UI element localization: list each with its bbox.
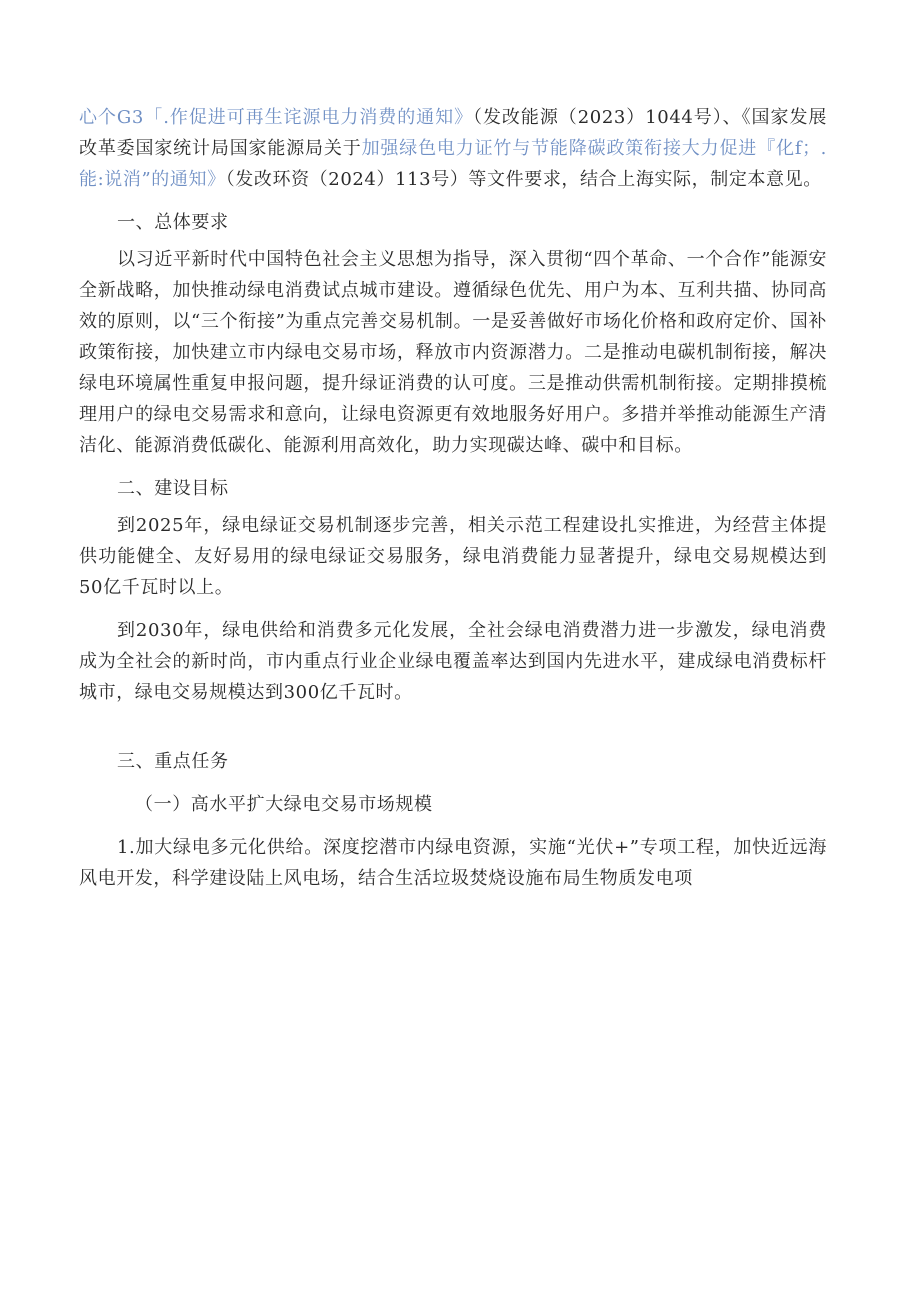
goal-2025-paragraph: 到2025年，绿电绿证交易机制逐步完善，相关示范工程建设扎实推进，为经营主体提供功能健全、友好易用的绿电绿证交易服务，绿电消费能力显著提升，绿电交易规模达到50亿千瓦时以上。 (79, 515, 827, 598)
section-heading-goals: 二、建设目标 (117, 478, 229, 499)
subsection-heading-1: （一）高水平扩大绿电交易市场规模 (135, 794, 433, 815)
notice-link-2[interactable]: 加强绿色电力证竹与节能降碳政策衔接大力促进『化f；.能:说消”的通知》 (79, 138, 828, 190)
general-requirements-paragraph: 以习近平新时代中国特色社会主义思想为指导，深入贯彻“四个革命、一个合作”能源安全新战略，加快推动绿电消费试点城市建设。遵循绿色优先、用户为本、互利共描、协同高效的原则，以“三个衔接”为重点完善交易机制。一是妥善做好市场化价格和政府定价、国补政策衔接，加快建立市内绿电交易市场，释放市内资源潜力。二是推动电碳机制衔接，解决绿电环境属性重复申报问题，提升绿证消费的认可度。三是推动供需机制衔接。定期排摸梳理用户的绿电交易需求和意向，让绿电资源更有效地服务好用户。多措并举推动能源生产清洁化、能源消费低碳化、能源利用高效化，助力实现碳达峰、碳中和目标。 (79, 249, 827, 456)
section-heading-general-requirements: 一、总体要求 (117, 212, 229, 233)
notice-link-1[interactable]: 心个G3「.作促进可再生诧源电力消费的通知》 (79, 107, 474, 128)
intro-text-2: （发改环资（2024）113号）等文件要求，结合上海实际，制定本意见。 (225, 169, 822, 190)
task-item-1: 1.加大绿电多元化供给。深度挖潜市内绿电资源，实施“光伏+”专项工程，加快近远海风电开发，科学建设陆上风电场，结合生活垃圾焚烧设施布局生物质发电项 (79, 837, 827, 889)
document-page (79, 102, 827, 894)
section-heading-key-tasks: 三、重点任务 (117, 751, 229, 772)
goal-2030-paragraph: 到2030年，绿电供给和消费多元化发展，全社会绿电消费潜力进一步激发，绿电消费成为全社会的新时尚，市内重点行业企业绿电覆盖率达到国内先进水平，建成绿电消费标杆城市，绿电交易规模达到300亿千瓦时。 (79, 620, 827, 703)
intro-paragraph (79, 102, 827, 195)
intro-text-1: （发改能源（2023）1044号）、《国家发展改革委国家统计局国家能源局关于 (79, 107, 827, 159)
